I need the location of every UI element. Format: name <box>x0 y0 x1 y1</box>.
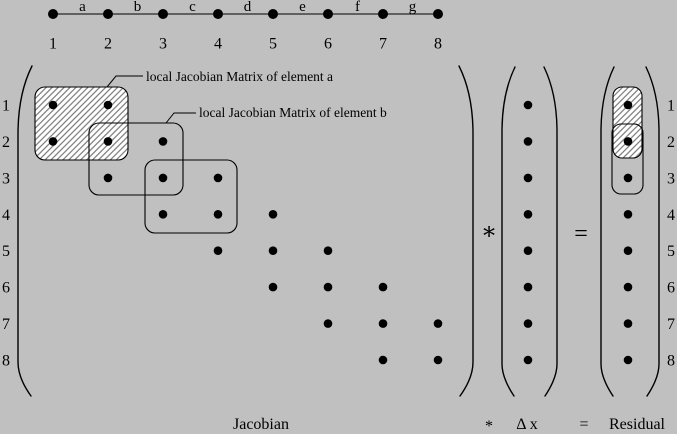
jacobian-row-label: 3 <box>2 170 10 188</box>
delta-x-vector <box>502 67 557 396</box>
residual-row-label: 2 <box>667 133 675 151</box>
residual-entry-dot <box>624 319 633 328</box>
element-b-annotation: local Jacobian Matrix of element b <box>199 105 387 120</box>
mesh-node-dot <box>158 9 168 19</box>
times-caption: * <box>485 418 493 434</box>
jacobian-row-label: 1 <box>2 97 10 115</box>
mesh-node-number: 6 <box>324 35 332 53</box>
residual-entry-dot <box>624 210 633 219</box>
mesh-node-number: 2 <box>104 35 112 53</box>
mesh-node-dot <box>323 9 333 19</box>
mesh-element-label: b <box>133 0 142 15</box>
delta-x-entry-dot <box>524 174 533 183</box>
captions <box>233 416 666 434</box>
jacobian-matrix <box>2 66 473 396</box>
jacobian-entry-dot <box>434 356 443 365</box>
jacobian-nonzero-dots <box>49 101 443 365</box>
jacobian-row-label: 4 <box>2 206 10 224</box>
jacobian-row-label: 2 <box>2 133 10 151</box>
mesh-element-label: g <box>408 0 417 15</box>
jacobian-entry-dot <box>434 319 443 328</box>
multiply-operator: ∗ <box>480 219 498 245</box>
mesh-node-dot <box>378 9 388 19</box>
jacobian-entry-dot <box>49 101 58 110</box>
jacobian-entry-dot <box>104 174 113 183</box>
residual-row-label: 7 <box>667 316 675 334</box>
residual-element-a-block <box>613 87 642 158</box>
residual-open-paren <box>601 67 614 396</box>
jacobian-entry-dot <box>104 137 113 146</box>
mesh-node-number: 8 <box>434 35 442 53</box>
jacobian-row-label: 6 <box>2 279 10 297</box>
element-a-annotation: local Jacobian Matrix of element a <box>146 69 334 84</box>
delta-x-close-paren <box>544 67 557 396</box>
mesh-element-label: c <box>189 0 196 15</box>
jacobian-entry-dot <box>49 137 58 146</box>
mesh-node-dot <box>48 9 58 19</box>
mesh-node-number: 3 <box>159 35 167 53</box>
mesh-element-label: a <box>79 0 86 15</box>
jacobian-entry-dot <box>324 283 333 292</box>
mesh-element-labels <box>79 0 417 15</box>
delta-x-entry-dot <box>524 101 533 110</box>
residual-row-label: 4 <box>667 206 675 224</box>
jacobian-entry-dot <box>324 246 333 255</box>
jacobian-entry-dot <box>159 210 168 219</box>
jacobian-entry-dot <box>104 101 113 110</box>
delta-x-entry-dot <box>524 356 533 365</box>
delta-x-entry-dot <box>524 319 533 328</box>
element-b-leader-line <box>166 113 196 123</box>
jacobian-caption: Jacobian <box>233 416 289 433</box>
residual-entry-dot <box>624 174 633 183</box>
mesh-node-dot <box>103 9 113 19</box>
jacobian-row-label: 5 <box>2 243 10 261</box>
jacobian-entry-dot <box>269 210 278 219</box>
residual-row-label: 5 <box>667 243 675 261</box>
residual-entry-dot <box>624 137 633 146</box>
residual-close-paren <box>646 67 659 396</box>
delta-x-entry-dot <box>524 283 533 292</box>
delta-x-open-paren <box>502 67 515 396</box>
residual-row-labels <box>667 98 675 370</box>
jacobian-entry-dot <box>214 174 223 183</box>
mesh-node-dot <box>213 9 223 19</box>
residual-entry-dot <box>624 246 633 255</box>
equals-caption: = <box>579 416 589 433</box>
jacobian-entry-dot <box>214 210 223 219</box>
jacobian-entry-dot <box>324 319 333 328</box>
delta-x-caption: Δ x <box>516 416 538 433</box>
element-a-leader-line <box>107 76 143 87</box>
jacobian-entry-dot <box>159 137 168 146</box>
jacobian-close-paren <box>459 66 473 396</box>
residual-entry-dot <box>624 101 633 110</box>
jacobian-entry-dot <box>379 356 388 365</box>
mesh-node-numbers <box>49 36 442 53</box>
mesh-node-number: 1 <box>49 35 57 53</box>
mesh-element-label: f <box>355 0 360 15</box>
delta-x-entry-dots <box>524 101 533 365</box>
delta-x-entry-dot <box>524 246 533 255</box>
mesh-node-number: 7 <box>379 35 387 53</box>
element-c-block <box>145 160 237 233</box>
residual-row-label: 1 <box>667 97 675 115</box>
jacobian-open-paren <box>18 66 32 396</box>
jacobian-entry-dot <box>379 319 388 328</box>
jacobian-entry-dot <box>269 283 278 292</box>
mesh-node-dot <box>433 9 443 19</box>
jacobian-row-label: 8 <box>2 352 10 370</box>
jacobian-row-labels <box>2 98 10 370</box>
jacobian-entry-dot <box>379 283 388 292</box>
residual-entry-dots <box>624 101 633 365</box>
residual-row-label: 6 <box>667 279 675 297</box>
equals-operator: = <box>574 221 588 247</box>
mesh-node-number: 5 <box>269 35 277 53</box>
jacobian-row-label: 7 <box>2 316 10 334</box>
mesh-node-dot <box>268 9 278 19</box>
delta-x-entry-dot <box>524 210 533 219</box>
jacobian-entry-dot <box>159 174 168 183</box>
residual-entry-dot <box>624 356 633 365</box>
mesh-element-label: e <box>299 0 306 15</box>
residual-row-label: 3 <box>667 170 675 188</box>
residual-caption: Residual <box>609 416 665 433</box>
jacobian-entry-dot <box>269 246 278 255</box>
residual-row-label: 8 <box>667 352 675 370</box>
mesh-node-number: 4 <box>214 35 222 53</box>
residual-vector <box>601 67 675 396</box>
delta-x-entry-dot <box>524 137 533 146</box>
mesh <box>48 0 443 53</box>
jacobian-entry-dot <box>214 246 223 255</box>
mesh-element-label: d <box>243 0 252 15</box>
residual-entry-dot <box>624 283 633 292</box>
